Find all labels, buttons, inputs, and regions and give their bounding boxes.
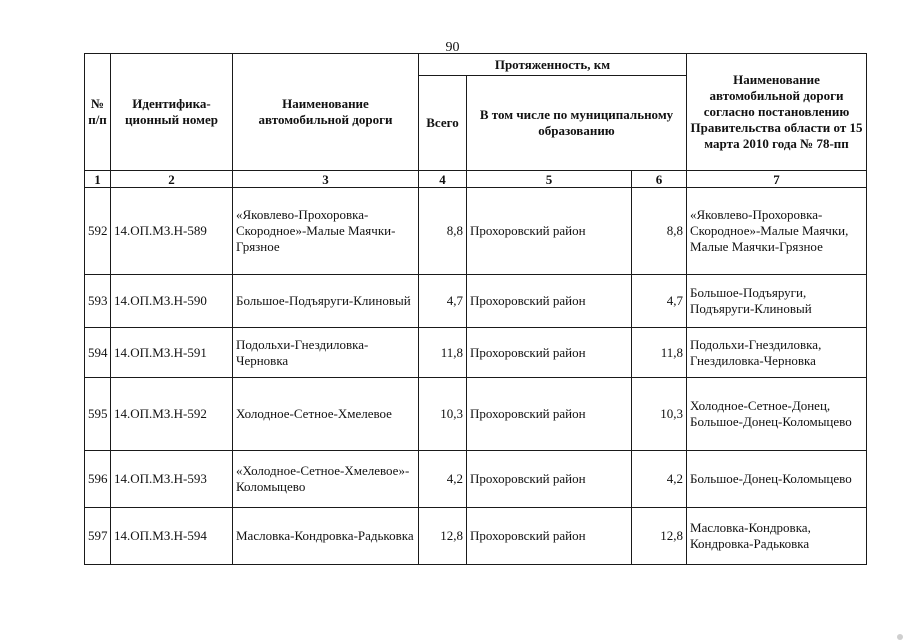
row-road-name: «Холодное-Сетное-Хмелевое»-Коломыцево — [233, 451, 419, 508]
row-total: 12,8 — [419, 508, 467, 565]
row-gov-name: Большое-Донец-Коломыцево — [687, 451, 867, 508]
column-number: 1 — [85, 171, 111, 188]
column-number: 3 — [233, 171, 419, 188]
column-number: 7 — [687, 171, 867, 188]
row-municipal-length: 4,2 — [632, 451, 687, 508]
scan-dot-mark — [897, 634, 903, 640]
header-total: Всего — [419, 76, 467, 171]
row-municipal-length: 12,8 — [632, 508, 687, 565]
row-ident: 14.ОП.МЗ.Н-592 — [111, 378, 233, 451]
row-road-name: Большое-Подъяруги-Клиновый — [233, 275, 419, 328]
row-district: Прохоровский район — [467, 378, 632, 451]
row-road-name: Подольхи-Гнездиловка-Черновка — [233, 328, 419, 378]
row-road-name: Масловка-Кондровка-Радьковка — [233, 508, 419, 565]
column-number: 6 — [632, 171, 687, 188]
table-row — [85, 188, 867, 275]
table-row — [85, 378, 867, 451]
row-gov-name: «Яковлево-Прохоровка-Скородное»-Малые Маячки, Малые Маячки-Грязное — [687, 188, 867, 275]
column-numbers-row — [85, 171, 867, 188]
row-municipal-length: 8,8 — [632, 188, 687, 275]
table-row — [85, 328, 867, 378]
row-num: 595 — [85, 378, 111, 451]
row-total: 8,8 — [419, 188, 467, 275]
row-num: 593 — [85, 275, 111, 328]
row-ident: 14.ОП.МЗ.Н-589 — [111, 188, 233, 275]
table-header — [85, 54, 867, 188]
row-ident: 14.ОП.МЗ.Н-591 — [111, 328, 233, 378]
row-municipal-length: 10,3 — [632, 378, 687, 451]
column-number: 2 — [111, 171, 233, 188]
row-total: 4,2 — [419, 451, 467, 508]
row-gov-name: Масловка-Кондровка, Кондровка-Радьковка — [687, 508, 867, 565]
row-road-name: Холодное-Сетное-Хмелевое — [233, 378, 419, 451]
row-municipal-length: 4,7 — [632, 275, 687, 328]
row-district: Прохоровский район — [467, 508, 632, 565]
row-ident: 14.ОП.МЗ.Н-593 — [111, 451, 233, 508]
row-num: 596 — [85, 451, 111, 508]
row-ident: 14.ОП.МЗ.Н-594 — [111, 508, 233, 565]
row-district: Прохоровский район — [467, 451, 632, 508]
row-num: 592 — [85, 188, 111, 275]
column-number: 5 — [467, 171, 632, 188]
header-municipal: В том числе по муниципальному образованию — [467, 76, 687, 171]
table-row — [85, 275, 867, 328]
header-gov-name: Наименование автомобильной дороги согласно постановлению Правительства области от 15 марта 2010 года № 78-пп — [687, 54, 867, 171]
header-length-group: Протяженность, км — [419, 54, 687, 76]
header-ident: Идентифика-ционный номер — [111, 54, 233, 171]
row-num: 597 — [85, 508, 111, 565]
table-body — [85, 188, 867, 565]
header-num: № п/п — [85, 54, 111, 171]
column-number: 4 — [419, 171, 467, 188]
row-total: 10,3 — [419, 378, 467, 451]
row-gov-name: Большое-Подъяруги, Подъяруги-Клиновый — [687, 275, 867, 328]
header-road-name: Наименование автомобильной дороги — [233, 54, 419, 171]
row-municipal-length: 11,8 — [632, 328, 687, 378]
row-ident: 14.ОП.МЗ.Н-590 — [111, 275, 233, 328]
roads-table — [84, 53, 867, 565]
row-district: Прохоровский район — [467, 328, 632, 378]
row-district: Прохоровский район — [467, 275, 632, 328]
row-num: 594 — [85, 328, 111, 378]
row-road-name: «Яковлево-Прохоровка-Скородное»-Малые Маячки-Грязное — [233, 188, 419, 275]
row-gov-name: Холодное-Сетное-Донец, Большое-Донец-Коломыцево — [687, 378, 867, 451]
table-row — [85, 508, 867, 565]
row-total: 4,7 — [419, 275, 467, 328]
row-district: Прохоровский район — [467, 188, 632, 275]
page-number: 90 — [445, 40, 460, 55]
table-row — [85, 451, 867, 508]
row-gov-name: Подольхи-Гнездиловка, Гнездиловка-Черновка — [687, 328, 867, 378]
row-total: 11,8 — [419, 328, 467, 378]
